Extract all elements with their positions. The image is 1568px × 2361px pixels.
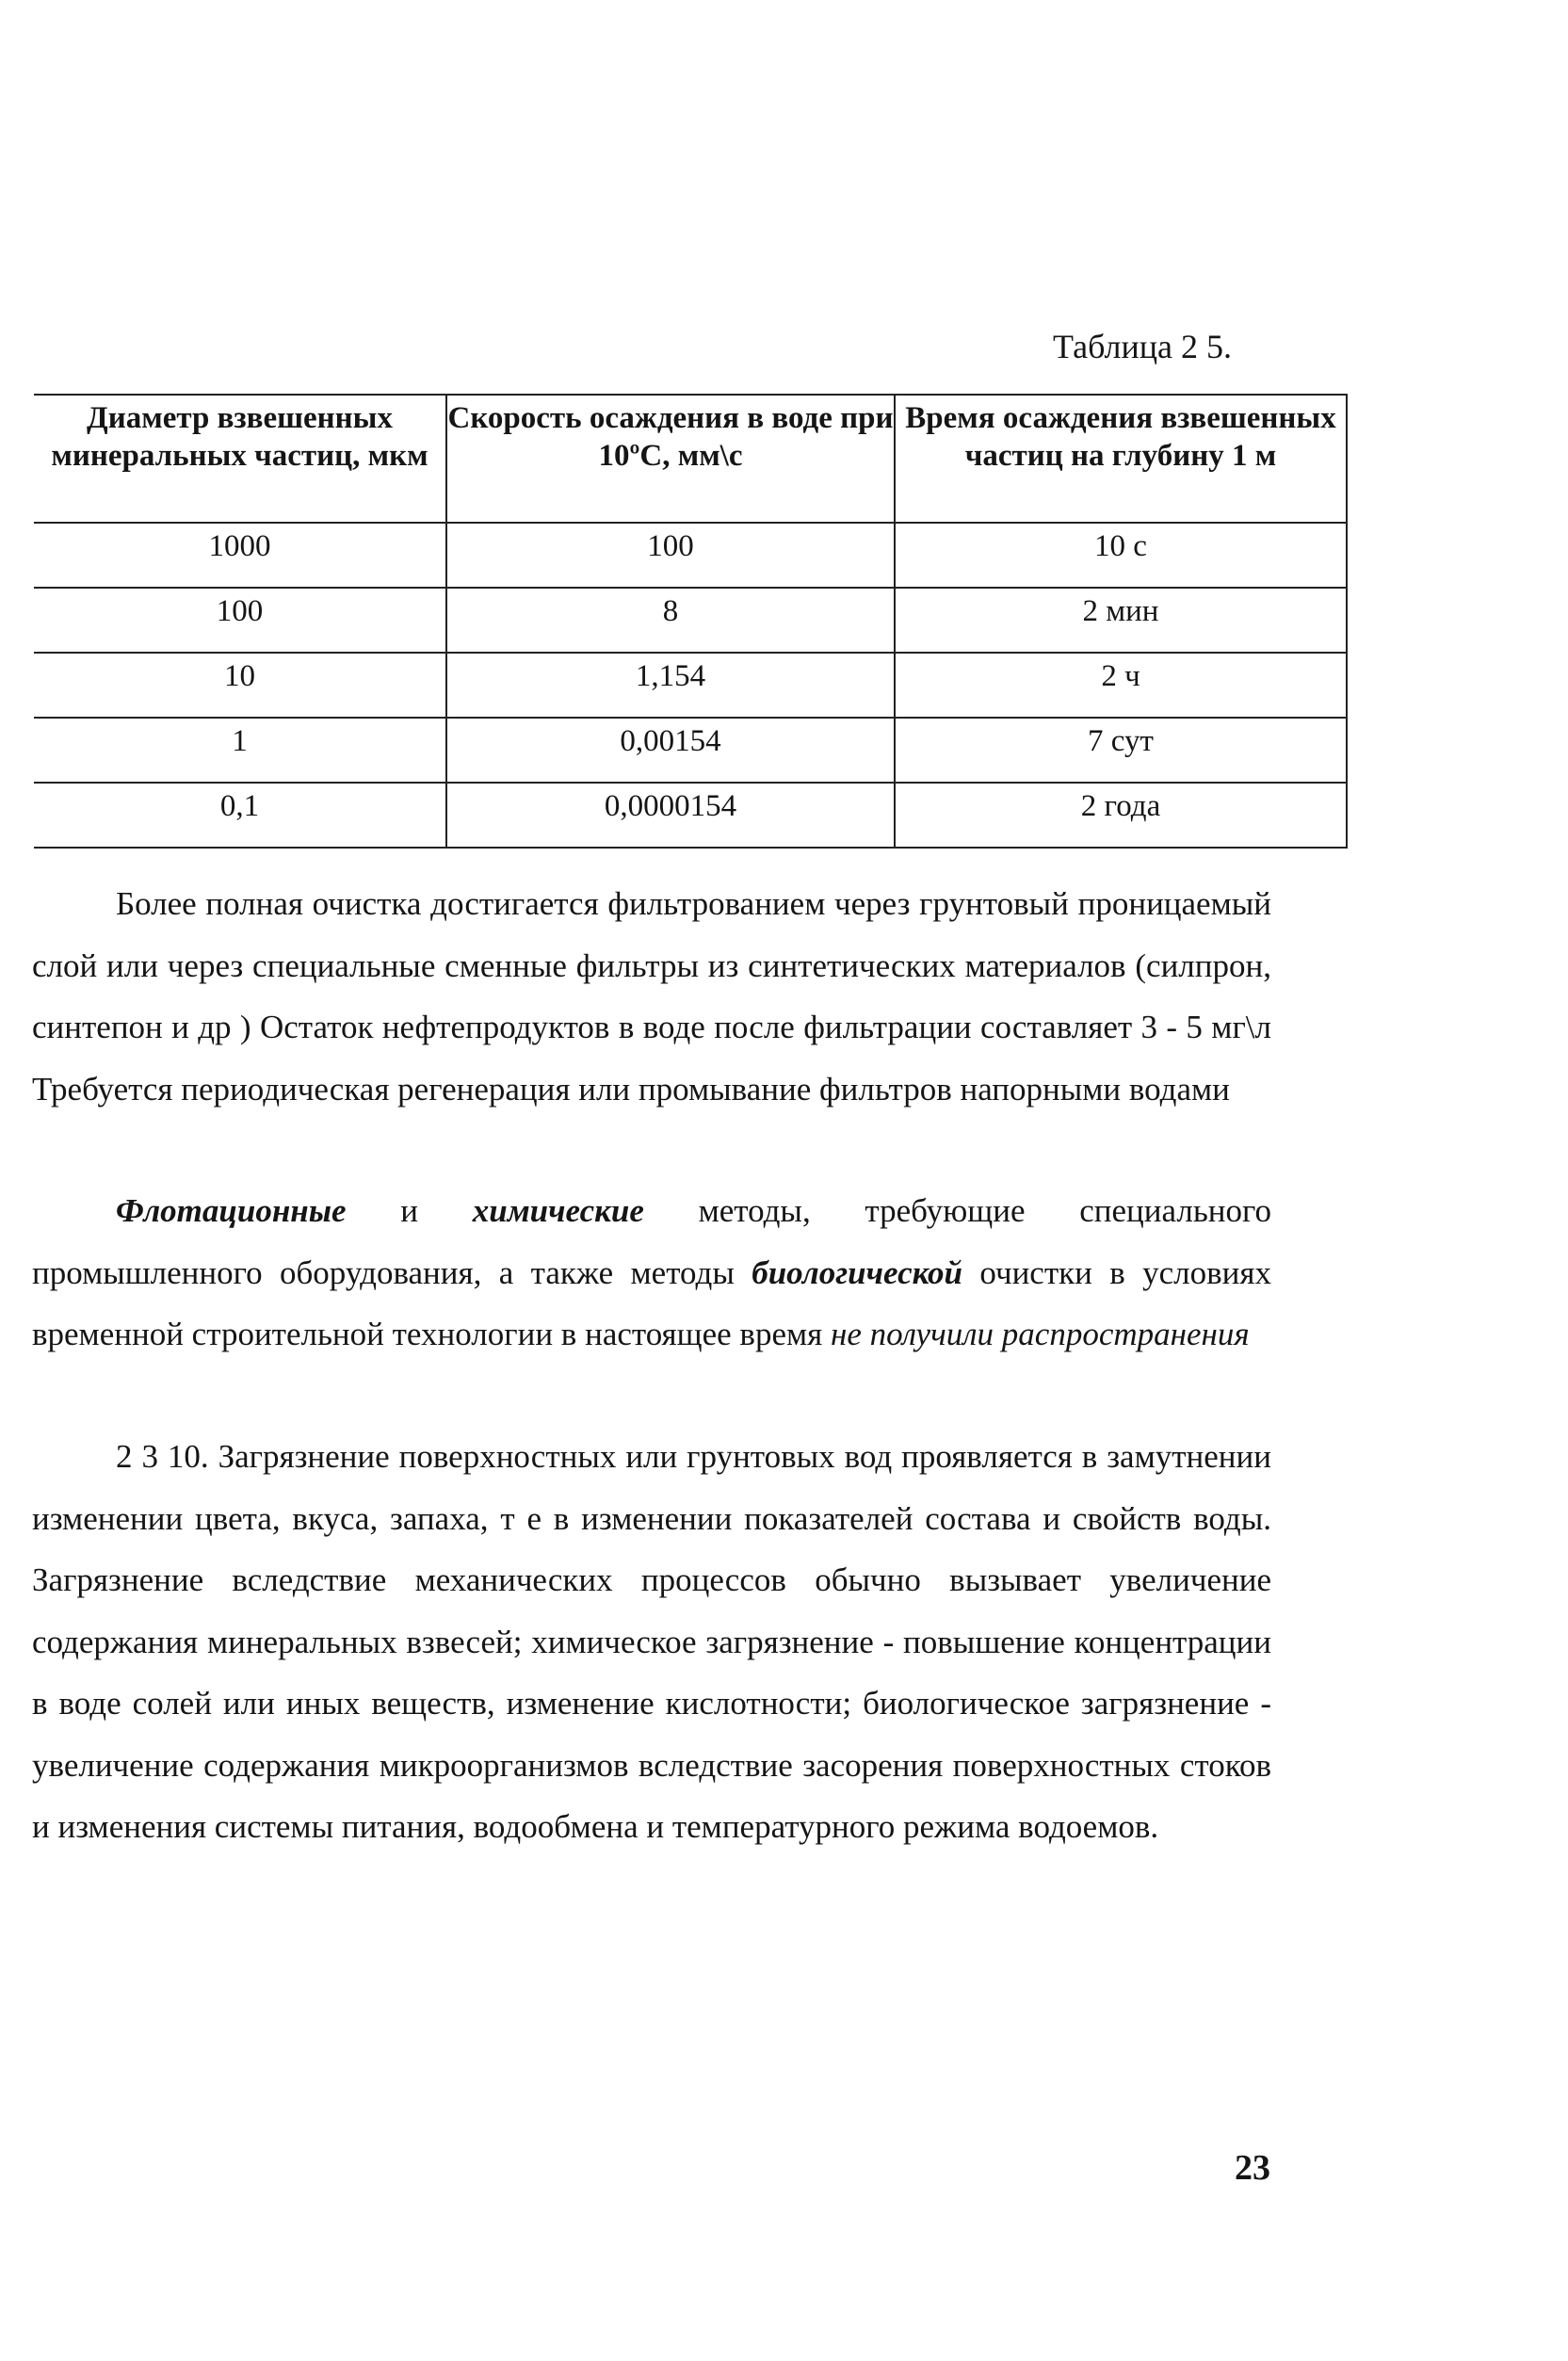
cell-time: 2 мин [895,588,1347,653]
cell-speed: 0,0000154 [446,783,895,848]
cell-diameter: 10 [34,653,446,718]
cell-time: 2 года [895,783,1347,848]
text-and: и [346,1192,473,1229]
table-row [34,783,1347,848]
header-settling-speed: Скорость осаждения в воде при 10ºС, мм\с [446,395,895,523]
text-methods-middle-2: очистки в условиях временной строительной технологии в настоящее время [32,1253,1271,1352]
paragraph-pollution: 2 3 10. Загрязнение поверхностных или грунтовых вод проявляется в замутнении изменении цвета, вкуса, запаха, т е в изменении показателей состава и свойств воды. Загрязнение вследствие механических процессов обычно вызывает увеличение содержания минеральных взвесей; химическое загрязнение - повышение концентрации в воде солей или иных веществ, изменение кислотности; биологическое загрязнение - увеличение содержания микроорганизмов вследствие засорения поверхностных стоков и изменения системы питания, водообмена и температурного режима водоемов. [32,1438,1271,1845]
cell-speed: 100 [446,523,895,588]
cell-diameter: 0,1 [34,783,446,848]
cell-speed: 1,154 [446,653,895,718]
table-caption: Таблица 2 5. [1053,328,1232,365]
paragraph-methods [32,1180,1271,1366]
page-number: 23 [1235,2148,1270,2188]
paragraph-filtration: Более полная очистка достигается фильтрованием через грунтовый проницаемый слой или через специальные сменные фильтры из синтетических материалов (силпрон, синтепон и др ) Остаток нефтепродуктов в воде после фильтрации составляет 3 - 5 мг\л Требуется периодическая регенерация или промывание фильтров напорными водами [32,885,1271,1108]
emphasis-biological: биологической [752,1253,962,1291]
header-particle-diameter: Диаметр взвешенных минеральных частиц, мкм [34,395,446,523]
table-row [34,653,1347,718]
settling-table [34,394,1348,849]
table-row [34,718,1347,783]
table-row [34,523,1347,588]
cell-time: 7 сут [895,718,1347,783]
table-row [34,588,1347,653]
cell-speed: 8 [446,588,895,653]
cell-time: 2 ч [895,653,1347,718]
text-methods-middle: методы, требующие специального промышленного оборудования, а также методы [32,1192,1271,1291]
emphasis-not-spread: не получили распространения [830,1316,1250,1352]
table-header-row [34,395,1347,523]
cell-diameter: 1 [34,718,446,783]
header-settling-time: Время осаждения взвешенных частиц на глубину 1 м [895,395,1347,523]
cell-time: 10 с [895,523,1347,588]
emphasis-chemical: химические [472,1192,644,1229]
cell-diameter: 1000 [34,523,446,588]
cell-diameter: 100 [34,588,446,653]
cell-speed: 0,00154 [446,718,895,783]
emphasis-flotation: Флотационные [116,1192,347,1229]
